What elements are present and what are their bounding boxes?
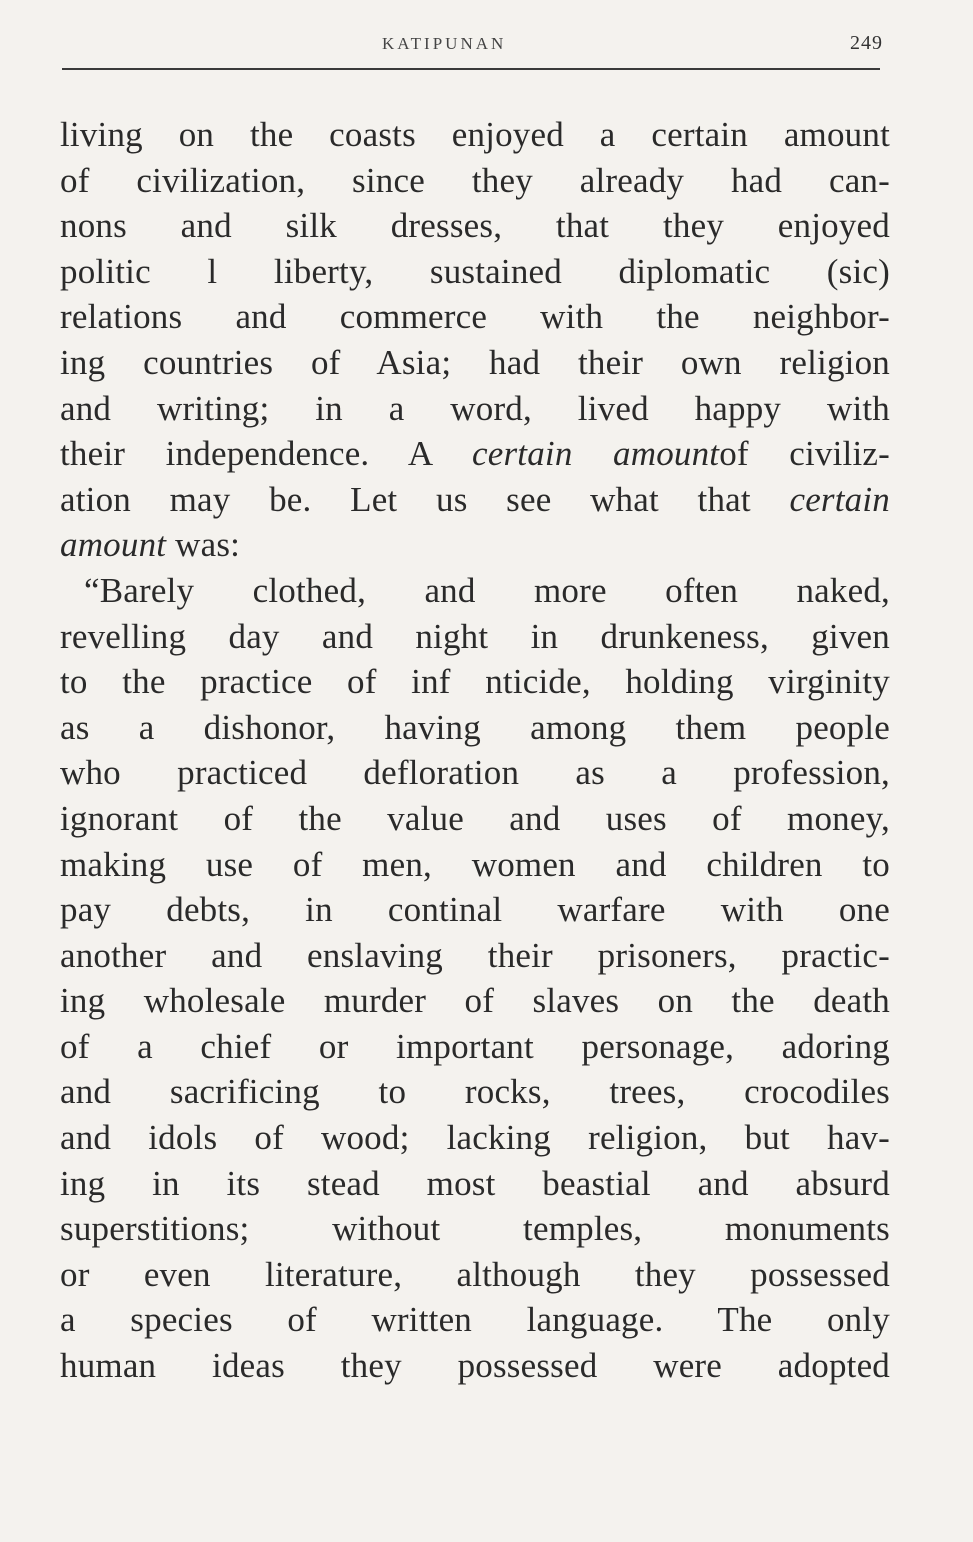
text-run: ation may be. Let us see what that	[60, 479, 790, 519]
quote-line: revelling day and night in drunkeness, given	[60, 616, 890, 656]
quote-line: pay debts, in continal warfare with one	[60, 890, 890, 930]
quote-line: another and enslaving their prisoners, practic-	[60, 935, 890, 975]
italic-phrase: amount	[60, 525, 167, 565]
running-title: KATIPUNAN	[382, 34, 507, 53]
quote-line: a species of written language. The only	[60, 1300, 890, 1340]
body-text	[60, 112, 890, 1389]
text-line: nons and silk dresses, that they enjoyed	[60, 206, 890, 246]
text-line: living on the coasts enjoyed a certain amount	[60, 115, 890, 154]
text-run: of civiliz-	[719, 434, 890, 474]
quote-line: to the practice of inf nticide, holding virginity	[60, 662, 890, 702]
text-run: their independence. A	[60, 434, 472, 474]
quote-line: who practiced defloration as a profession,	[60, 753, 890, 793]
quote-line: or even literature, although they possessed	[60, 1254, 890, 1294]
text-line	[60, 431, 890, 477]
quote-line: of a chief or important personage, adoring	[60, 1026, 890, 1066]
quote-line: and idols of wood; lacking religion, but hav-	[60, 1118, 890, 1158]
quote-line: ing wholesale murder of slaves on the death	[60, 981, 890, 1021]
header-rule	[62, 68, 880, 70]
text-line: relations and commerce with the neighbor-	[60, 297, 890, 337]
quote-line: human ideas they possessed were adopted	[60, 1346, 890, 1386]
page-number: 249	[850, 32, 883, 54]
text-run: was:	[166, 525, 241, 565]
quote-line: and sacrificing to rocks, trees, crocodiles	[60, 1072, 890, 1112]
text-line: of civilization, since they already had can-	[60, 160, 890, 200]
text-line: politic l liberty, sustained diplomatic (sic)	[60, 251, 890, 291]
italic-phrase: certain	[789, 479, 890, 519]
quote-line: as a dishonor, having among them people	[60, 707, 890, 747]
quote-line: ignorant of the value and uses of money,	[60, 798, 890, 838]
quote-line: superstitions; without temples, monuments	[60, 1209, 890, 1249]
text-line	[60, 522, 890, 568]
page-header	[62, 30, 883, 70]
text-line: and writing; in a word, lived happy with	[60, 388, 890, 428]
quote-line: making use of men, women and children to	[60, 844, 890, 884]
italic-phrase: certain amount	[471, 434, 720, 474]
text-line: ing countries of Asia; had their own religion	[60, 342, 890, 382]
quote-line: ing in its stead most beastial and absurd	[60, 1163, 890, 1203]
text-line	[60, 477, 890, 523]
quote-line: “Barely clothed, and more often naked,	[84, 570, 890, 610]
